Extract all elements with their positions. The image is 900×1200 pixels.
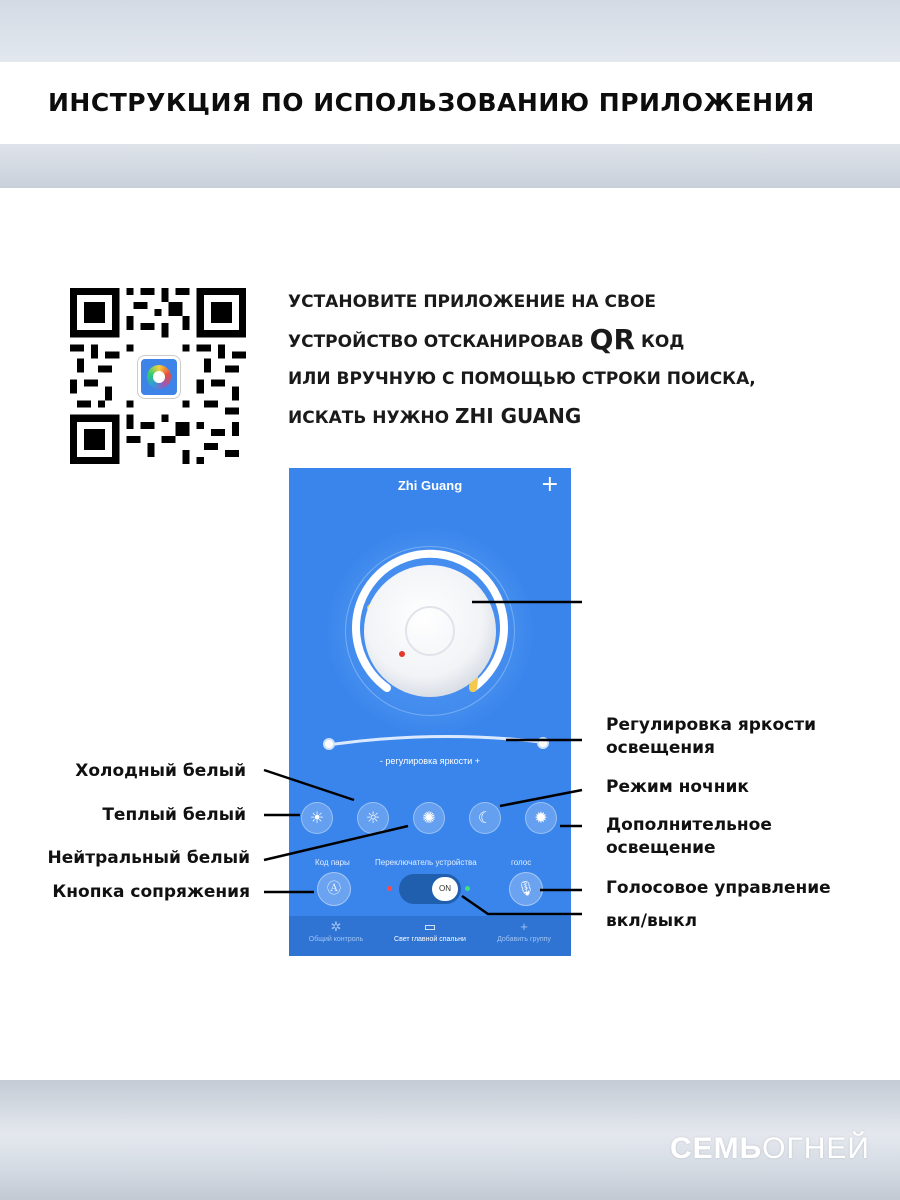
control-icon: ✲ (330, 919, 342, 934)
annotation-on-off: вкл/выкл (606, 911, 698, 931)
toggle-knob: ON (432, 877, 458, 901)
night-mode-button[interactable]: ☾ (469, 802, 501, 834)
install-line-2 (288, 321, 848, 361)
install-line-3: ИЛИ ВРУЧНУЮ С ПОМОЩЬЮ СТРОКИ ПОИСКА, (288, 369, 756, 389)
brightness-slider[interactable] (321, 730, 553, 754)
annotation-pair-button: Кнопка сопряжения (52, 882, 250, 902)
annotation-extra-light (606, 814, 772, 860)
app-logo-icon (138, 356, 180, 398)
off-indicator (387, 886, 392, 891)
annotation-extra-light-line2: освещение (606, 838, 716, 858)
add-icon: + (520, 919, 528, 934)
bed-icon: ▭ (423, 919, 437, 934)
logo-center (153, 371, 165, 383)
app-screenshot (289, 468, 571, 956)
color-temperature-dial[interactable] (347, 548, 513, 714)
annotation-neutral-white: Нейтральный белый (47, 848, 250, 868)
bottom-tab-bar (289, 916, 571, 956)
brand-light: ОГНЕЙ (762, 1132, 870, 1165)
pair-antenna-icon[interactable]: Ⓐ (317, 872, 351, 906)
annotation-extra-light-line1: Дополнительное (606, 815, 772, 835)
dial-graphic (347, 548, 513, 714)
switch-label: Переключатель устройства (375, 858, 477, 867)
tab-bedroom-light[interactable] (383, 918, 477, 943)
annotation-voice-control: Голосовое управление (606, 878, 831, 898)
install-line-2-post: КОД (640, 332, 685, 352)
microphone-icon[interactable]: 🎙 (509, 872, 543, 906)
extra-light-button[interactable]: ✹ (525, 802, 557, 834)
annotation-brightness-line1: Регулировка яркости (606, 715, 816, 735)
app-title: Zhi Guang (397, 478, 463, 493)
page-title: ИНСТРУКЦИЯ ПО ИСПОЛЬЗОВАНИЮ ПРИЛОЖЕНИЯ (48, 88, 815, 117)
annotation-cold-white: Холодный белый (75, 761, 246, 781)
tab-label: Свет главной спальни (394, 936, 466, 943)
annotation-brightness-line2: освещения (606, 738, 715, 758)
tab-general-control[interactable] (289, 918, 383, 943)
annotation-warm-white: Теплый белый (102, 805, 246, 825)
brand-logo (670, 1132, 870, 1166)
qr-code (70, 288, 246, 464)
warm-white-button[interactable]: ☼ (357, 802, 389, 834)
brightness-label: - регулировка яркости + (379, 756, 481, 766)
app-name: ZHI GUANG (454, 404, 582, 428)
on-indicator (465, 886, 470, 891)
add-device-icon[interactable]: + (540, 472, 559, 497)
qr-word: QR (589, 323, 636, 356)
voice-label: голос (511, 858, 532, 867)
tab-add-group[interactable] (477, 918, 571, 943)
neutral-white-button[interactable]: ✺ (413, 802, 445, 834)
brightness-slider-graphic (321, 730, 553, 754)
brand-bold: СЕМЬ (669, 1132, 763, 1165)
annotation-night-mode: Режим ночник (606, 777, 749, 797)
power-toggle[interactable] (399, 874, 461, 904)
install-line-2-pre: УСТРОЙСТВО ОТСКАНИРОВАВ (288, 332, 584, 352)
cold-white-button[interactable]: ☀ (301, 802, 333, 834)
tab-label: Общий контроль (308, 936, 364, 943)
tab-label: Добавить группу (497, 936, 551, 943)
install-instructions (288, 284, 848, 437)
annotation-brightness (606, 714, 816, 760)
install-line-4 (288, 398, 848, 437)
pair-label: Код пары (315, 858, 350, 867)
install-line-1: УСТАНОВИТЕ ПРИЛОЖЕНИЕ НА СВОЕ (288, 292, 657, 312)
install-line-4-pre: ИСКАТЬ НУЖНО (288, 408, 450, 428)
